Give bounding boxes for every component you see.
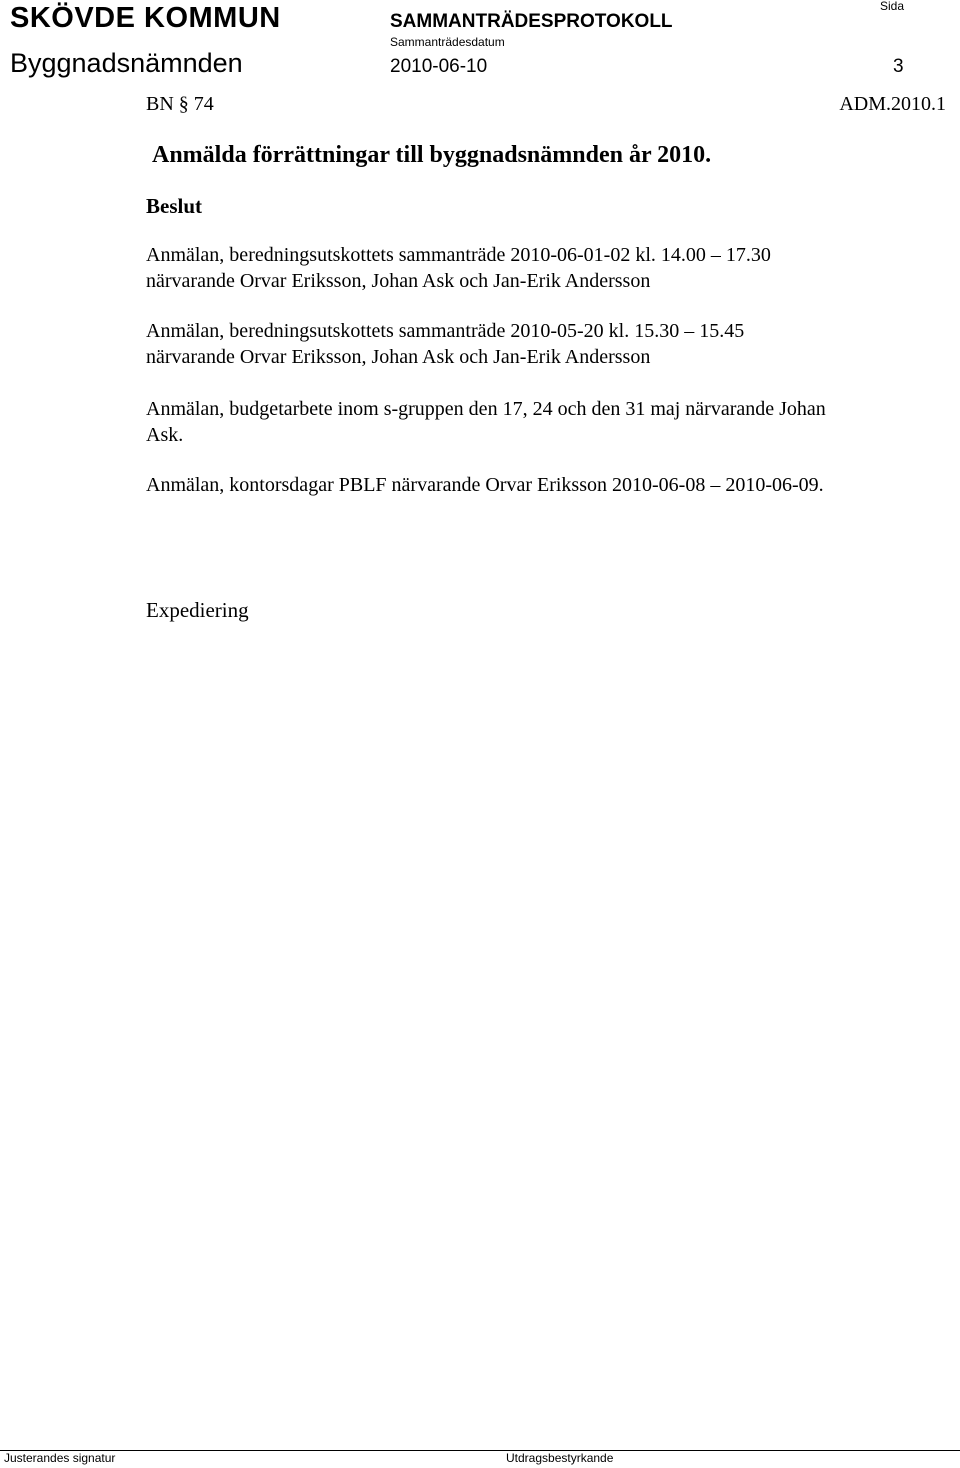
paragraph-line: Ask. [146,424,184,446]
paragraph-line: Anmälan, kontorsdagar PBLF närvarande Orvar Eriksson 2010-06-08 – 2010-06-09. [146,474,824,496]
meeting-date-label: Sammanträdesdatum [390,35,505,49]
municipality-logo: SKÖVDE KOMMUN [10,2,281,34]
page-label: Sida [880,0,905,13]
footer-divider [0,1450,960,1451]
paragraph-4 [146,472,936,498]
distribution-heading: Expediering [146,598,249,622]
paragraph-2 [146,318,936,370]
paragraph-line: närvarande Orvar Eriksson, Johan Ask och Jan-Erik Andersson [146,346,651,368]
paragraph-3 [146,396,936,448]
paragraph-line: Anmälan, budgetarbete inom s-gruppen den 17, 24 och den 31 maj närvarande Johan [146,398,826,420]
document-title: Anmälda förrättningar till byggnadsnämnden år 2010. [152,142,712,168]
paragraph-reference: BN § 74 [146,93,214,115]
initials-label: Justerandes signatur [4,1451,116,1465]
meeting-date: 2010-06-10 [390,56,488,77]
paragraph-1 [146,242,936,294]
paragraph-line: Anmälan, beredningsutskottets sammanträde 2010-06-01-02 kl. 14.00 – 17.30 [146,244,771,266]
decision-heading: Beslut [146,194,203,218]
page-number: 3 [893,56,904,77]
document-type: SAMMANTRÄDESPROTOKOLL [390,11,673,32]
case-number: ADM.2010.1 [839,93,946,115]
committee-name: Byggnadsnämnden [10,48,243,78]
paragraph-line: Anmälan, beredningsutskottets sammanträde 2010-05-20 kl. 15.30 – 15.45 [146,320,745,342]
extract-certification-label: Utdragsbestyrkande [506,1451,614,1465]
paragraph-line: närvarande Orvar Eriksson, Johan Ask och Jan-Erik Andersson [146,270,651,292]
